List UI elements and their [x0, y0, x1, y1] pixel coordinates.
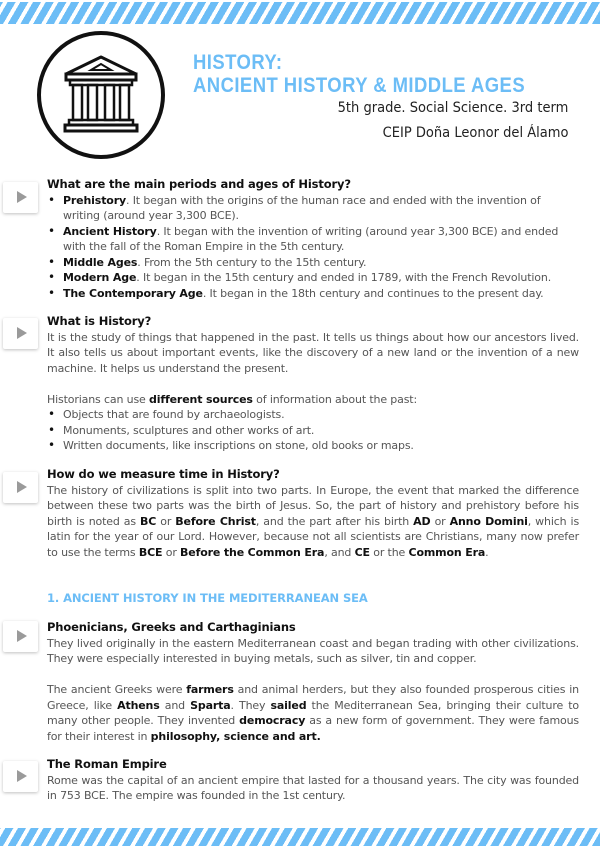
list-item: • Monuments, sculptures and other works of art. [63, 423, 579, 439]
decorative-stripe-bottom [0, 828, 600, 846]
section-heading: Phoenicians, Greeks and Carthaginians [47, 620, 296, 634]
paragraph: They lived originally in the eastern Mediterranean coast and began trading with other civilizations. They were especially interested in buying metals, such as silver, tin and copper. [47, 636, 579, 665]
subtitle-course: 5th grade. Social Science. 3rd term [337, 100, 568, 116]
bold-text: Before the Common Era [180, 545, 325, 559]
list-item: • Written documents, like inscriptions on stone, old books or maps. [63, 438, 579, 454]
play-audio-button-phoenicians[interactable] [3, 621, 38, 652]
text: , which is latin for the year of our Lord. However, because not all scientists are Christians, many now prefer to use the terms [47, 514, 580, 559]
title-line-1: HISTORY: [193, 51, 283, 74]
bold-text: democracy [239, 714, 306, 727]
term: Ancient History [63, 224, 157, 238]
bold-text: CE [354, 545, 370, 559]
text: Historians can use [47, 392, 149, 406]
term: Modern Age [63, 271, 137, 284]
bold-text: sailed [270, 698, 307, 712]
paragraph [47, 682, 579, 744]
bold-text: different sources [149, 392, 253, 406]
title-line-2: ANCIENT HISTORY & MIDDLE AGES [193, 74, 526, 97]
text: or [430, 514, 450, 528]
bold-text: AD [413, 514, 431, 528]
text: or [162, 545, 181, 559]
play-audio-button-measure-time[interactable] [3, 472, 38, 503]
term: Prehistory [63, 193, 127, 207]
logo-badge [37, 31, 165, 159]
bold-text: Common Era [408, 545, 486, 559]
text: or [156, 514, 176, 528]
term: The Contemporary Age [63, 286, 203, 300]
list-item [63, 270, 579, 286]
paragraph: It is the study of things that happened in the past. It tells us things about how our ancestors lived. It also tells us about important events, like the discovery of a new land or the invention of a new machine. It helps us understand the present. [47, 330, 579, 375]
bold-text: BC [140, 514, 157, 528]
paragraph [47, 483, 579, 561]
paragraph: Rome was the capital of an ancient empire that lasted for a thousand years. The city was founded in 753 BCE. The empire was founded in the 1st century. [47, 773, 579, 802]
decorative-stripe-top [0, 2, 600, 24]
play-audio-button-periods[interactable] [3, 182, 38, 213]
description: . It began with the invention of writing (around year 3,300 BCE) and ended with the fall of the Roman Empire in the 5th century. [63, 224, 559, 253]
section-roman-empire [47, 757, 579, 804]
chapter-heading: 1. ANCIENT HISTORY IN THE MEDITERRANEAN SEA [47, 591, 368, 605]
text: or the [369, 545, 409, 559]
section-measure-time [47, 467, 579, 560]
sources-intro [47, 392, 579, 408]
sources-list [47, 407, 579, 454]
description: . It began in the 15th century and ended in 1789, with the French Revolution. [136, 271, 552, 284]
text: , and the part after his birth [255, 514, 414, 528]
classical-building-icon [63, 54, 139, 140]
list-item [63, 224, 579, 255]
bold-text: Sparta [190, 698, 231, 712]
description: . From the 5th century to the 15th century. [137, 255, 367, 269]
description: . It began with the origins of the human race and ended with the invention of writing (around year 3,300 BCE). [63, 193, 541, 222]
section-heading: The Roman Empire [47, 757, 167, 771]
bold-text: Athens [117, 698, 160, 712]
text: and [159, 698, 191, 712]
play-audio-button-what-is-history[interactable] [3, 318, 38, 349]
periods-list [47, 193, 579, 302]
list-item [63, 193, 579, 224]
bold-text: Anno Domini [449, 514, 528, 528]
section-what-is-history [47, 314, 579, 454]
term: Middle Ages [63, 255, 138, 269]
bold-text: BCE [138, 545, 163, 559]
list-item [63, 286, 579, 302]
text: , and [324, 545, 355, 559]
list-item [63, 255, 579, 271]
section-heading: How do we measure time in History? [47, 467, 280, 481]
play-audio-button-roman-empire[interactable] [3, 761, 38, 792]
section-heading: What is History? [47, 314, 152, 328]
section-periods [47, 177, 579, 301]
text: as a new form of government. They were famous for their interest in [47, 714, 579, 743]
bold-text: farmers [186, 683, 234, 696]
text: of information about the past: [252, 392, 418, 406]
text: . They [230, 698, 271, 712]
text: . [485, 545, 489, 559]
description: . It began in the 18th century and continues to the present day. [202, 286, 544, 300]
bold-text: philosophy, science and art. [150, 729, 321, 743]
bold-text: Before Christ [175, 514, 256, 528]
text: The history of civilizations is split into two parts. In Europe, the event that marked the difference between these two parts was the birth of Jesus. So, the part of history and prehistory before his birth is noted as [47, 483, 579, 528]
text: and animal herders, but they also founded prosperous cities in Greece, like [47, 683, 579, 712]
list-item: • Objects that are found by archaeologists. [63, 407, 579, 423]
section-heading: What are the main periods and ages of History? [47, 177, 351, 191]
text: the Mediterranean Sea, bringing their culture to many other people. They invented [47, 698, 579, 727]
text: The ancient Greeks were [47, 683, 187, 696]
subtitle-school: CEIP Doña Leonor del Álamo [382, 125, 568, 141]
section-phoenicians [47, 620, 579, 744]
page-title [193, 51, 525, 97]
